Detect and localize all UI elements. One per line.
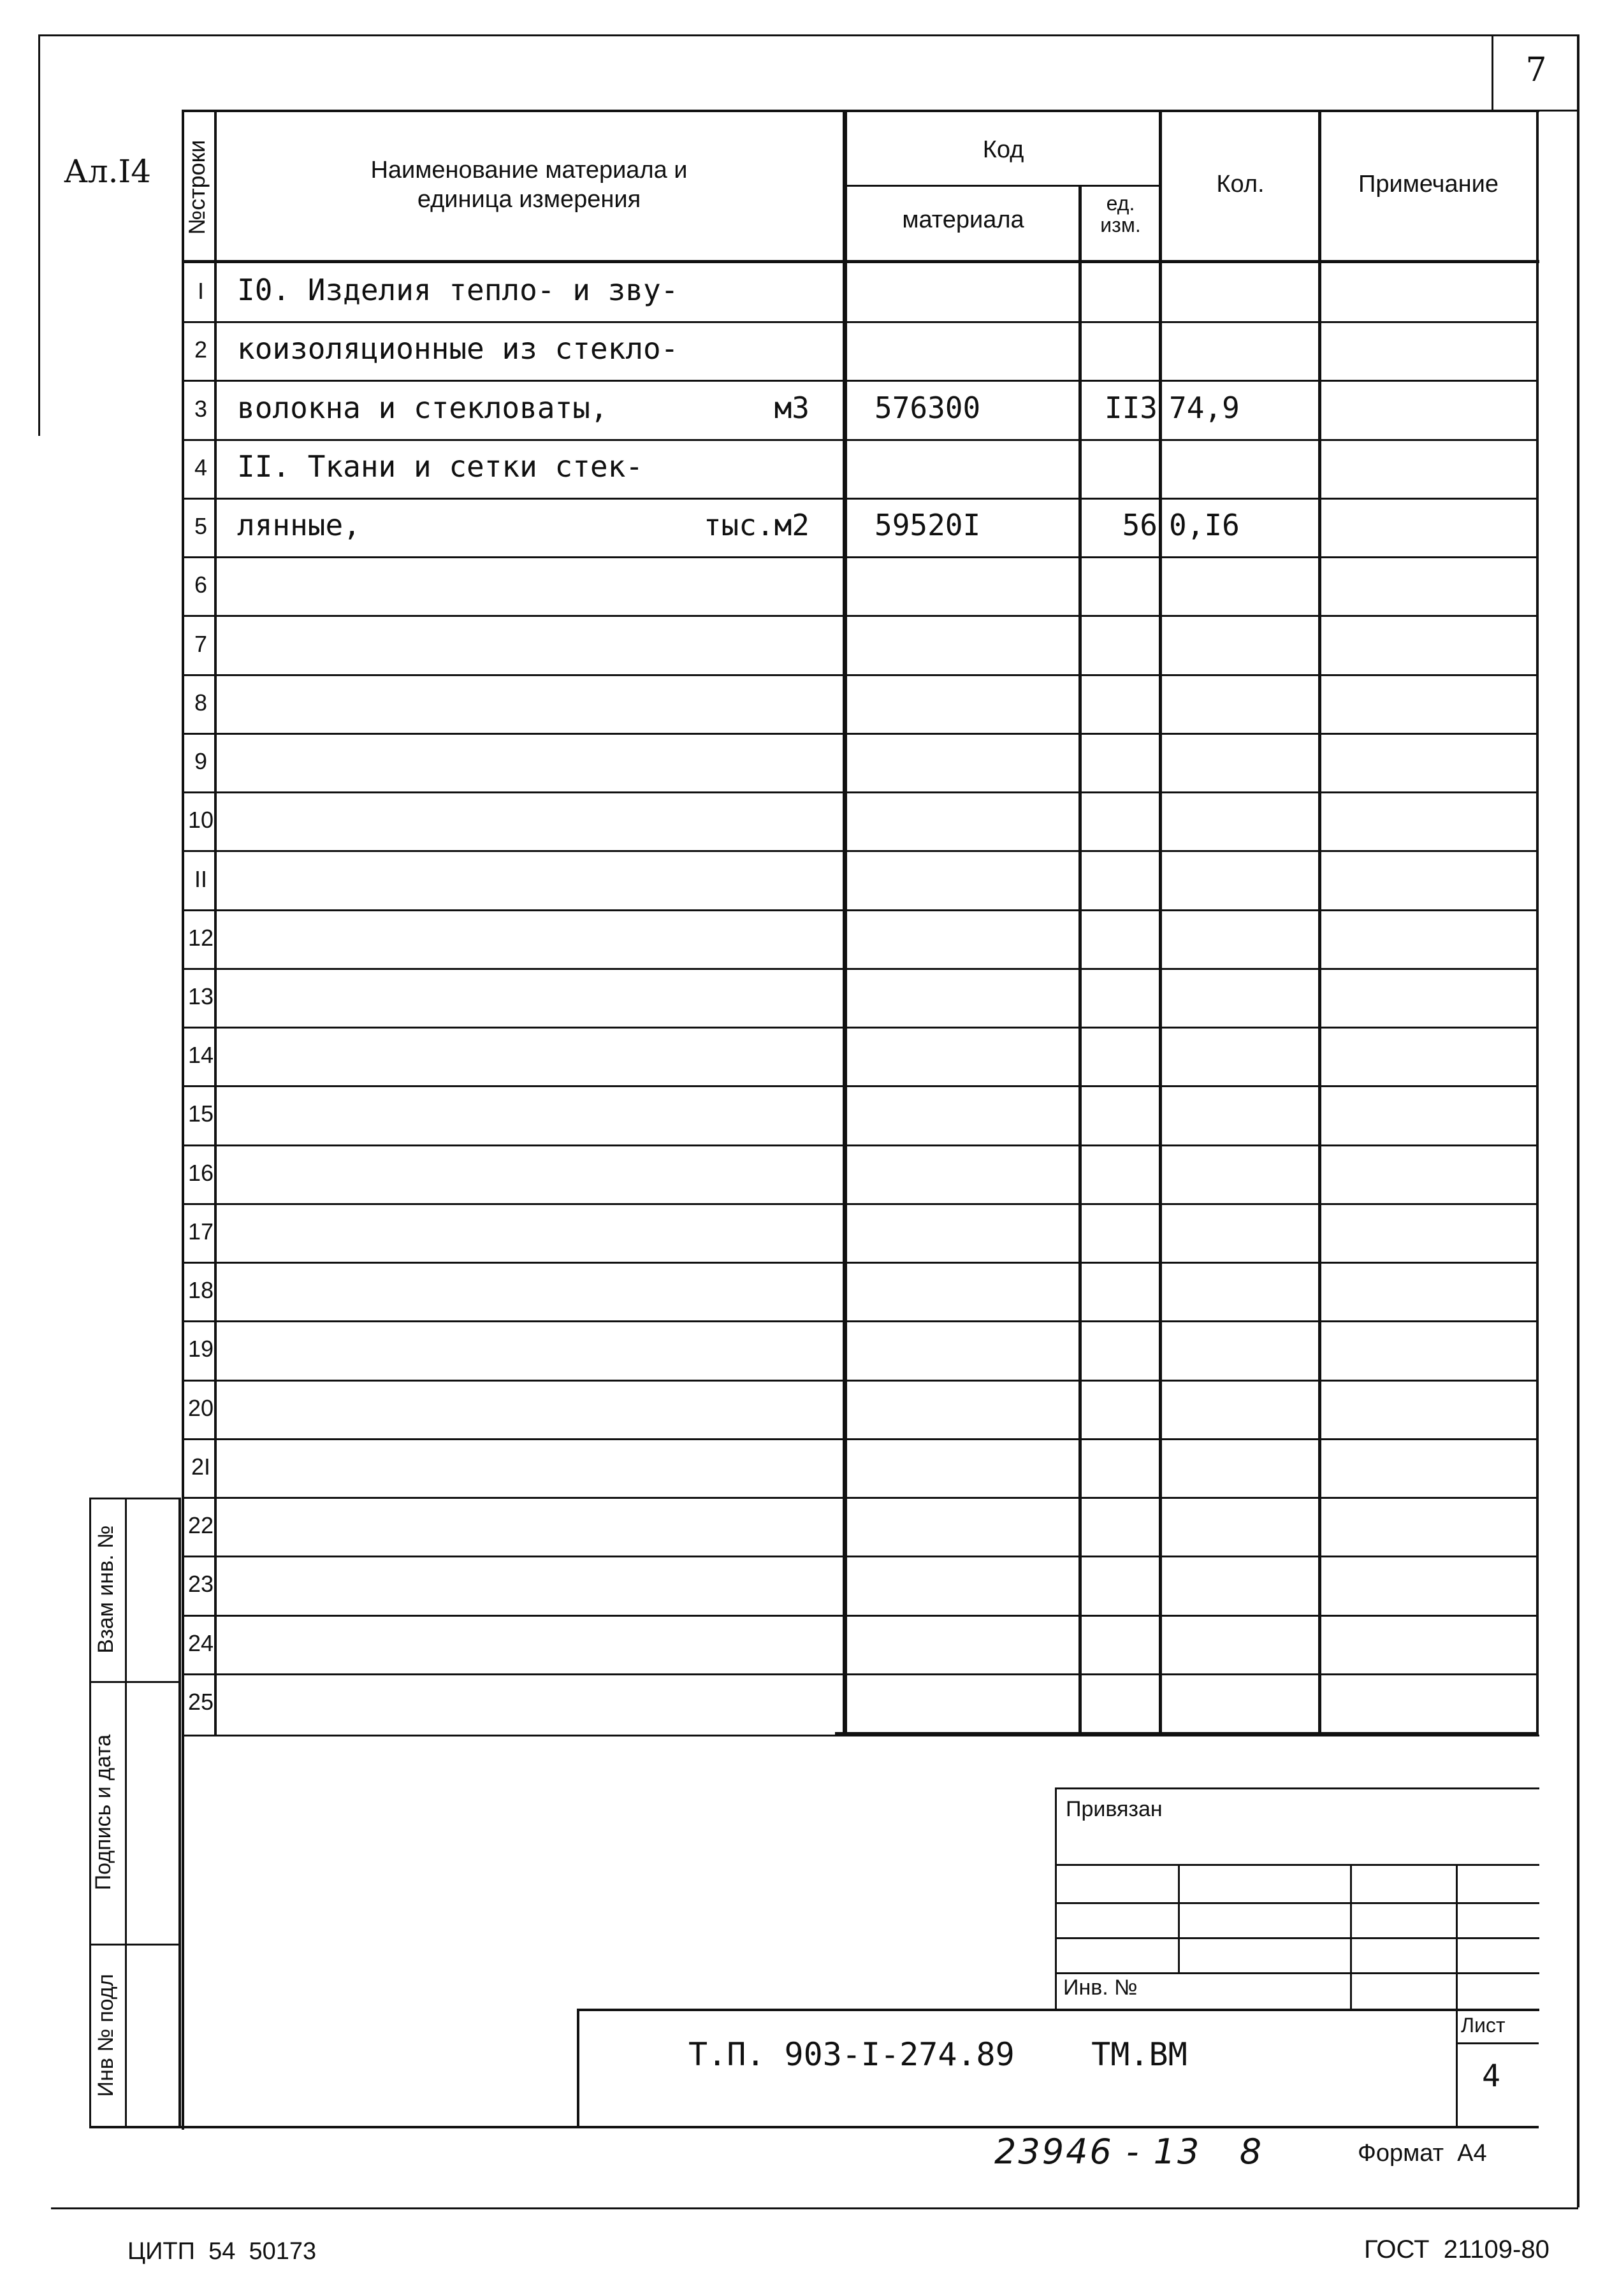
sheetno-box-left xyxy=(1492,34,1493,111)
header-code: Код xyxy=(982,136,1024,163)
row-name: коизоляционные из стекло- xyxy=(237,331,679,366)
table-bottom-left xyxy=(182,1735,1539,1736)
row-separator xyxy=(182,439,1538,441)
row-separator xyxy=(182,791,1538,793)
row-number: 2I xyxy=(191,1453,211,1480)
row-number: 8 xyxy=(194,689,208,716)
stamp-privyazan-left xyxy=(1055,1787,1057,2011)
row-number: 19 xyxy=(187,1336,214,1362)
album-label: Ал.I4 xyxy=(64,153,152,190)
col-unit-sep xyxy=(1159,110,1162,1735)
row-name: лянные, xyxy=(237,508,361,543)
header-note: Примечание xyxy=(1358,171,1499,198)
row-number: 2 xyxy=(194,336,208,363)
row-separator xyxy=(182,674,1538,676)
row-separator xyxy=(182,1615,1538,1617)
table-top xyxy=(182,110,1539,112)
side-podpis: Подпись и дата xyxy=(91,1734,115,1891)
row-separator xyxy=(182,556,1538,558)
row-number: 4 xyxy=(194,454,208,480)
row-number: 13 xyxy=(187,983,214,1009)
row-number: 25 xyxy=(187,1688,214,1715)
row-separator xyxy=(182,1380,1538,1382)
col-material-sep xyxy=(1078,185,1082,1735)
row-separator xyxy=(182,968,1538,970)
row-number: 20 xyxy=(187,1394,214,1421)
project-designation: Т.П. 903-I-274.89 ТМ.ВМ xyxy=(688,2036,1187,2073)
col-qty-sep xyxy=(1318,110,1321,1735)
stamp-privyazan: Привязан xyxy=(1066,1797,1163,1821)
table-right xyxy=(1536,110,1539,1735)
header-qty: Кол. xyxy=(1216,171,1265,198)
side-bottom xyxy=(89,2126,1539,2128)
row-quantity: 74,9 xyxy=(1169,390,1240,425)
list-value: 4 xyxy=(1482,2058,1500,2094)
row-separator xyxy=(182,1556,1538,1557)
footer-left: ЦИТП 54 50173 xyxy=(127,2238,317,2265)
row-number: 10 xyxy=(187,807,214,834)
side-inner-divider xyxy=(125,1498,127,2128)
row-separator xyxy=(182,1497,1538,1499)
row-separator xyxy=(182,1320,1538,1322)
row-separator xyxy=(182,615,1538,617)
stamp-vline-2 xyxy=(1350,1864,1352,2011)
row-quantity: 0,I6 xyxy=(1169,508,1240,543)
row-separator xyxy=(182,1262,1538,1264)
row-number: 17 xyxy=(187,1218,214,1245)
row-separator xyxy=(182,850,1538,852)
row-number: 9 xyxy=(194,748,208,775)
row-number: 18 xyxy=(187,1277,214,1304)
row-unit-code: II3 xyxy=(1104,390,1158,425)
stamp-privyazan-top xyxy=(1055,1787,1539,1789)
row-separator xyxy=(182,498,1538,500)
title-block-top xyxy=(577,2009,1539,2011)
stamp-line-2 xyxy=(1055,1902,1539,1904)
row-name: I0. Изделия тепло- и зву- xyxy=(237,273,679,308)
frame-bottom-footer xyxy=(51,2207,1578,2209)
row-material-code: 576300 xyxy=(875,390,981,425)
row-separator xyxy=(182,1144,1538,1146)
footer-right: ГОСТ 21109-80 xyxy=(1364,2235,1550,2264)
side-inv-podl: Инв № подл xyxy=(94,1974,118,2097)
row-separator xyxy=(182,321,1538,323)
table-left xyxy=(182,110,184,2130)
row-separator xyxy=(182,733,1538,735)
row-unit-name: тыс.м2 xyxy=(703,508,810,543)
row-number: 14 xyxy=(187,1042,214,1069)
header-rownum: №строки xyxy=(184,140,210,235)
row-separator xyxy=(182,1027,1538,1029)
row-number: 6 xyxy=(194,572,208,598)
row-unit-code: 56 xyxy=(1122,508,1158,543)
sheet-number: 7 xyxy=(1525,51,1547,89)
row-material-code: 59520I xyxy=(875,508,981,543)
stamp-vline-1 xyxy=(1178,1864,1180,1974)
stamp-line-1 xyxy=(1055,1864,1539,1866)
row-unit-name: м3 xyxy=(774,390,810,425)
row-number: 5 xyxy=(194,513,208,540)
row-number: 16 xyxy=(187,1159,214,1186)
header-unit: ед. изм. xyxy=(1100,192,1141,236)
stamp-line-3 xyxy=(1055,1937,1539,1939)
frame-left-short xyxy=(38,34,40,436)
frame-top xyxy=(38,34,1578,36)
side-strip-right xyxy=(178,1498,181,2128)
list-label-line xyxy=(1456,2042,1539,2044)
code-subheader-line xyxy=(845,185,1161,187)
row-number: 15 xyxy=(187,1101,214,1127)
side-vzam: Взам инв. № xyxy=(94,1525,118,1654)
handwritten-number: 23946 - 13 8 xyxy=(994,2132,1264,2172)
row-number: 23 xyxy=(187,1571,214,1598)
row-name: II. Ткани и сетки стек- xyxy=(237,449,643,484)
header-bottom xyxy=(182,260,1539,263)
format-label: Формат А4 xyxy=(1358,2140,1487,2167)
header-material: материала xyxy=(902,206,1024,233)
side-sep-1 xyxy=(89,1681,181,1683)
row-number: 3 xyxy=(194,395,208,422)
stamp-line-4 xyxy=(1055,1972,1539,1974)
row-number: I xyxy=(197,278,204,305)
list-label: Лист xyxy=(1461,2014,1506,2037)
row-number: II xyxy=(194,865,207,892)
title-block-left xyxy=(577,2009,579,2128)
row-number: 7 xyxy=(194,630,208,657)
col-name-sep xyxy=(843,110,847,1735)
row-separator xyxy=(182,1085,1538,1087)
header-name: Наименование материала и единица измерения xyxy=(370,157,688,213)
row-separator xyxy=(182,1673,1538,1675)
row-separator xyxy=(182,1438,1538,1440)
row-number: 12 xyxy=(187,924,214,951)
row-name: волокна и стекловаты, xyxy=(237,390,608,425)
frame-right xyxy=(1577,34,1579,2207)
stamp-vline-3 xyxy=(1456,1864,1458,2128)
row-separator xyxy=(182,1203,1538,1205)
stamp-inv-no: Инв. № xyxy=(1063,1975,1138,2000)
row-number: 22 xyxy=(187,1512,214,1539)
row-number: 24 xyxy=(187,1629,214,1656)
row-separator xyxy=(182,380,1538,382)
row-separator xyxy=(182,909,1538,911)
